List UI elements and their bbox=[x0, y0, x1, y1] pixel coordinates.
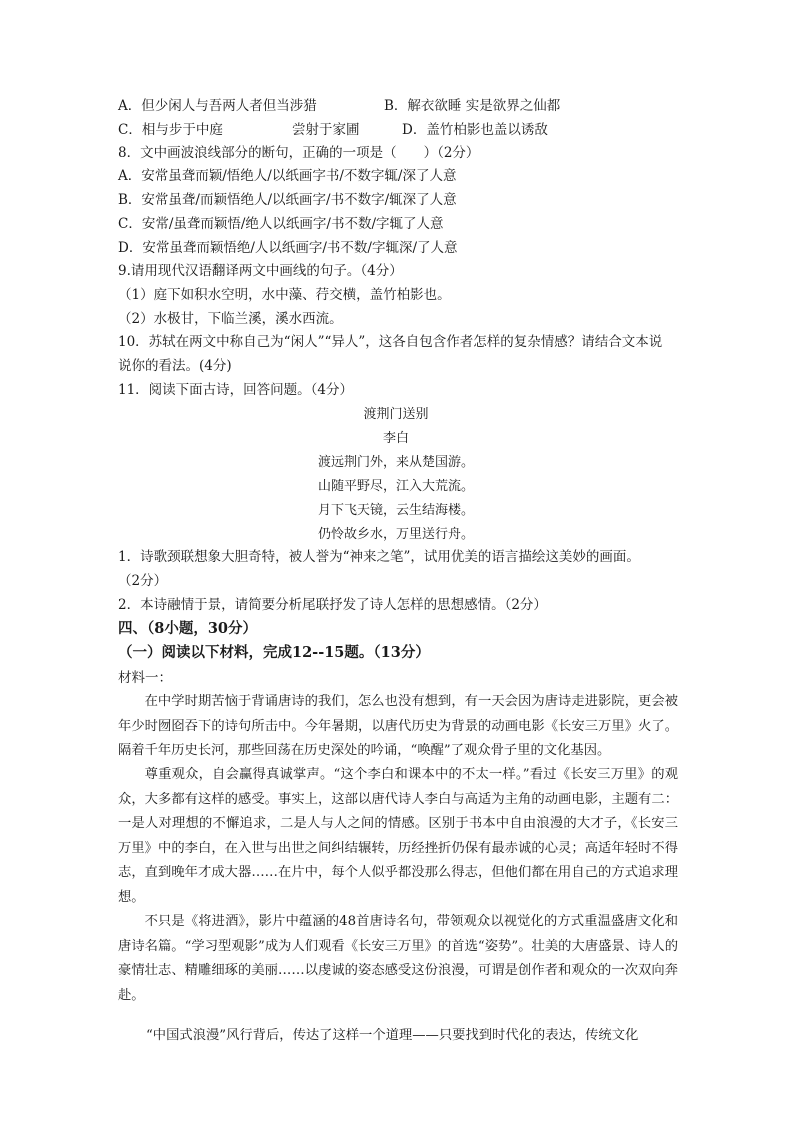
option-c-part2: 尝射于家圃 bbox=[292, 122, 360, 138]
option-c-part1: C．相与步于中庭 bbox=[118, 122, 223, 138]
q9-stem: 9.请用现代汉语翻译两文中画线的句子。（4分） bbox=[118, 263, 403, 279]
q10-line-1: 10．苏轼在两文中称自己为“闲人”“异人”，这各自包含作者怎样的复杂情感？请结合文本说 bbox=[118, 334, 663, 350]
q11-stem: 11．阅读下面古诗，回答问题。（4分） bbox=[118, 382, 354, 398]
q10-line-2: 说你的看法。(4分) bbox=[118, 358, 232, 374]
poem-line-2: 山随平野尽，江入大荒流。 bbox=[317, 479, 474, 494]
q8-option-b: B．安常虽聋/而颖悟绝人/以纸画字/书不数字/辄深了人意 bbox=[118, 192, 457, 208]
poem-author: 李白 bbox=[382, 431, 409, 446]
poem-line-3: 月下飞天镜，云生结海楼。 bbox=[317, 503, 474, 518]
q9-sentence-1: （1）庭下如积水空明，水中藻、荇交横，盖竹柏影也。 bbox=[118, 287, 451, 303]
material-paragraph-2: 尊重观众，自会赢得真诚掌声。“这个李白和课本中的不太一样。”看过《长安三万里》的观众，大多都有这样的感受。事实上，这部以唐代诗人李白与高适为主角的动画电影，主题有二：一是人对理想的不懈追求，二是人与人之间的情感。区别于书本中自由浪漫的大才子，《长安三万里》中的李白，在入世与出世之间纠结辗转，历经挫折仍保有最赤诚的心灵；高适年轻时不得志，直到晚年才成大器……在片中，每个人似乎都没那么得志，但他们都在用自己的方式追求理想。 bbox=[118, 767, 678, 905]
q8-option-c: C．安常/虽聋而颖悟/绝人以纸画字/书不数/字辄了人意 bbox=[118, 216, 444, 232]
q8-option-d: D．安常虽聋而颖悟绝/人以纸画字/书不数/字辄深/了人意 bbox=[118, 240, 458, 256]
option-b: B．解衣欲睡 实是欲界之仙都 bbox=[384, 98, 561, 114]
q9-sentence-2: （2）水极甘，下临兰溪，溪水西流。 bbox=[118, 311, 343, 327]
option-d: D．盖竹柏影也盖以诱敌 bbox=[402, 122, 548, 138]
q8-stem: 8．文中画波浪线部分的断句，正确的一项是（ ）（2分） bbox=[118, 145, 480, 161]
material-last-line: “中国式浪漫”风行背后，传达了这样一个道理——只要找到时代化的表达，传统文化 bbox=[146, 1028, 639, 1043]
option-a: A．但少闲人与吾两人者但当涉猎 bbox=[118, 98, 317, 114]
q11-sub1-line-2: （2分） bbox=[118, 573, 168, 589]
material-paragraph-1: 在中学时期苦恼于背诵唐诗的我们，怎么也没有想到，有一天会因为唐诗走进影院，更会被年少时囫囵吞下的诗句所击中。今年暑期，以唐代历史为背景的动画电影《长安三万里》火了。隔着千年历史长河，那些回荡在历史深处的吟诵，“唤醒”了观众骨子里的文化基因。 bbox=[118, 694, 678, 758]
section-4-subheading: （一）阅读以下材料，完成12--15题。（13分） bbox=[118, 644, 430, 661]
q11-sub2: 2．本诗融情于景，请简要分析尾联抒发了诗人怎样的思想感情。（2分） bbox=[118, 597, 547, 613]
material-label: 材料一： bbox=[118, 670, 172, 686]
q8-option-a: A．安常虽聋而颖/悟绝人/以纸画字书/不数字辄/深了人意 bbox=[118, 168, 457, 184]
q11-sub1-line-1: 1．诗歌颈联想象大胆奇特，被人誉为“神来之笔”，试用优美的语言描绘这美妙的画面。 bbox=[118, 549, 640, 565]
material-paragraph-3: 不只是《将进酒》，影片中蕴涵的48首唐诗名句，带领观众以视觉化的方式重温盛唐文化和唐诗名篇。“学习型观影”成为人们观看《长安三万里》的首选“姿势”。壮美的大唐盛景、诗人的豪情壮志、精雕细琢的美丽……以虔诚的姿态感受这份浪漫，可谓是创作者和观众的一次双向奔赴。 bbox=[118, 914, 678, 1003]
poem-line-4: 仍怜故乡水，万里送行舟。 bbox=[317, 527, 474, 542]
poem-line-1: 渡远荆门外，来从楚国游。 bbox=[317, 455, 474, 470]
poem-title: 渡荆门送别 bbox=[363, 407, 429, 422]
section-4-heading: 四、（8小题，30分） bbox=[118, 620, 258, 637]
